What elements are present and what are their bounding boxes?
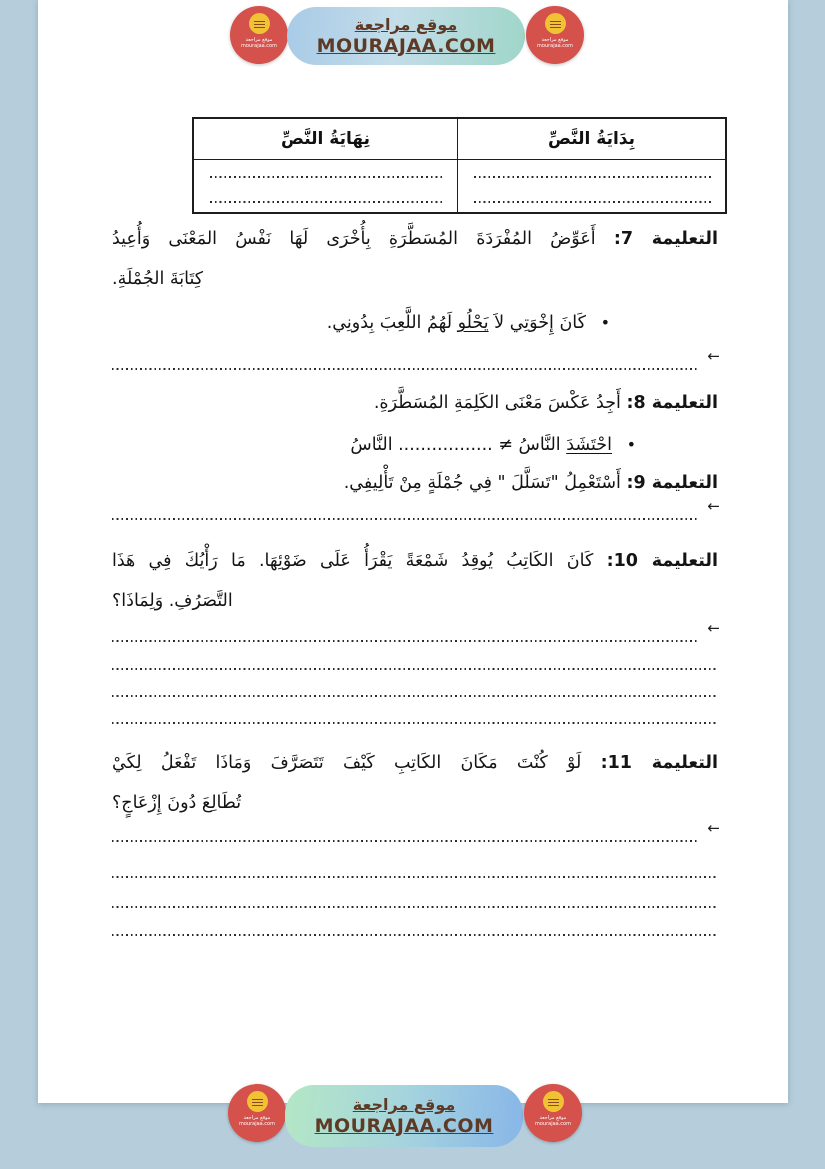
dotted-answer-rule xyxy=(112,840,698,842)
underlined-word: احْتَشَدَ xyxy=(566,435,612,455)
answer-line xyxy=(112,888,718,908)
bullet-icon: • xyxy=(600,313,610,332)
underlined-word: يَحْلُو xyxy=(457,313,489,333)
task-10-label: التعليمة 10: xyxy=(606,551,718,571)
badge-site-url: mourajaa.com xyxy=(536,43,573,49)
answer-line xyxy=(112,704,718,724)
answer-line xyxy=(112,347,720,370)
arrow-left-icon: ← xyxy=(707,819,720,837)
table-header-text-ending: نِهَايَةُ النَّصِّ xyxy=(281,129,370,149)
task-7-label: التعليمة 7: xyxy=(613,229,718,249)
dotted-answer-rule xyxy=(112,876,718,878)
answer-line xyxy=(112,677,718,697)
header-site-link[interactable] xyxy=(287,7,525,65)
site-name-latin: MOURAJAA.COM xyxy=(316,35,496,57)
task-10-instruction-line1 xyxy=(112,546,718,576)
site-name-arabic: موقع مراجعة xyxy=(354,15,458,34)
task-10-text: كَانَ الكَاتِبُ يُوقِدُ شَمْعَةً يَقْرَأُ عَلَى ضَوْئِهَا. مَا رَأْيُكَ فِي هَذَا xyxy=(112,551,594,571)
task-9-instruction xyxy=(112,468,718,498)
badge-site-name-ar: موقع مراجعة xyxy=(541,37,569,43)
answer-line xyxy=(112,619,720,642)
badge-site-url: mourajaa.com xyxy=(240,43,277,49)
task-7-text: أَعَوِّضُ المُفْرَدَةَ المُسَطَّرَةِ بِأُخْرَى لَهَا نَفْسُ المَعْنَى وَأُعِيدُ xyxy=(112,229,596,249)
dotted-answer-rule xyxy=(112,722,718,724)
task-11-instruction-line1 xyxy=(112,748,718,778)
brand-badge-left[interactable] xyxy=(230,6,288,64)
badge-site-name-ar: موقع مراجعة xyxy=(539,1115,567,1121)
task-9-text: أَسْتَعْمِلُ "تَسَلَّلَ " فِي جُمْلَةٍ مِنْ تَأْلِيفِي. xyxy=(343,473,621,493)
book-logo-icon xyxy=(543,1091,564,1112)
brand-badge-right[interactable] xyxy=(524,1084,582,1142)
example-text-pre: كَانَ إِخْوَتِي لاَ xyxy=(488,313,586,333)
example-text-rest: النَّاسُ ≠ ................. النَّاسُ xyxy=(350,435,567,455)
task-11-instruction-line2: تُطَالِعَ دُونَ إِزْعَاجٍ؟ xyxy=(112,793,242,813)
task-7-instruction-line2: كِتَابَةَ الجُمْلَةِ. xyxy=(112,269,204,289)
dotted-answer-rule xyxy=(112,695,718,697)
dotted-answer-rule xyxy=(474,176,712,178)
site-name-arabic: موقع مراجعة xyxy=(352,1095,456,1114)
text-start-end-table xyxy=(192,117,727,214)
badge-site-url: mourajaa.com xyxy=(238,1121,275,1127)
dotted-answer-rule xyxy=(112,934,718,936)
example-text-post: لَهُمُ اللَّعِبَ بِدُونِي. xyxy=(326,313,458,333)
site-name-latin: MOURAJAA.COM xyxy=(314,1115,494,1137)
answer-line xyxy=(112,819,720,842)
footer-site-link[interactable] xyxy=(285,1085,523,1147)
task-8-example-sentence xyxy=(112,430,718,460)
table-cell-beginning-blank xyxy=(457,159,725,212)
book-logo-icon xyxy=(247,1091,268,1112)
task-7-example-sentence xyxy=(112,308,718,338)
book-logo-icon xyxy=(545,13,566,34)
task-8-instruction xyxy=(112,388,718,418)
task-7-instruction-line1 xyxy=(112,224,718,254)
dotted-answer-rule xyxy=(112,668,718,670)
badge-site-name-ar: موقع مراجعة xyxy=(243,1115,271,1121)
task-11-text: لَوْ كُنْتَ مَكَانَ الكَاتِبِ كَيْفَ تَتَصَرَّفَ وَمَاذَا تَفْعَلُ لِكَيْ xyxy=(112,753,582,773)
table-header-text-beginning: بِدَايَةُ النَّصِّ xyxy=(457,119,725,159)
footer-brand-band xyxy=(228,1084,584,1164)
book-logo-icon xyxy=(249,13,270,34)
dotted-answer-rule xyxy=(112,518,698,520)
arrow-left-icon: ← xyxy=(707,347,720,365)
header-brand-band xyxy=(230,6,586,86)
dotted-answer-rule xyxy=(112,640,698,642)
dotted-answer-rule xyxy=(112,906,718,908)
dotted-answer-rule xyxy=(112,368,698,370)
answer-line xyxy=(112,858,718,878)
table-cell-ending-blank xyxy=(194,159,457,212)
task-10-instruction-line2: التَّصَرُفِ. وَلِمَاذَا؟ xyxy=(112,591,233,611)
answer-line xyxy=(112,497,720,520)
arrow-left-icon: ← xyxy=(707,619,720,637)
answer-line xyxy=(112,650,718,670)
arrow-left-icon: ← xyxy=(707,497,720,515)
brand-badge-left[interactable] xyxy=(228,1084,286,1142)
dotted-answer-rule xyxy=(210,201,444,203)
badge-site-name-ar: موقع مراجعة xyxy=(245,37,273,43)
badge-site-url: mourajaa.com xyxy=(534,1121,571,1127)
answer-line xyxy=(112,916,718,936)
bullet-icon: • xyxy=(626,435,636,454)
task-8-label: التعليمة 8: xyxy=(626,393,718,413)
task-8-text: أَجِدُ عَكْسَ مَعْنَى الكَلِمَةِ المُسَطَّرَةِ. xyxy=(373,393,621,413)
brand-badge-right[interactable] xyxy=(526,6,584,64)
dotted-answer-rule xyxy=(474,201,712,203)
task-11-label: التعليمة 11: xyxy=(600,753,718,773)
task-9-label: التعليمة 9: xyxy=(626,473,718,493)
dotted-answer-rule xyxy=(210,176,444,178)
